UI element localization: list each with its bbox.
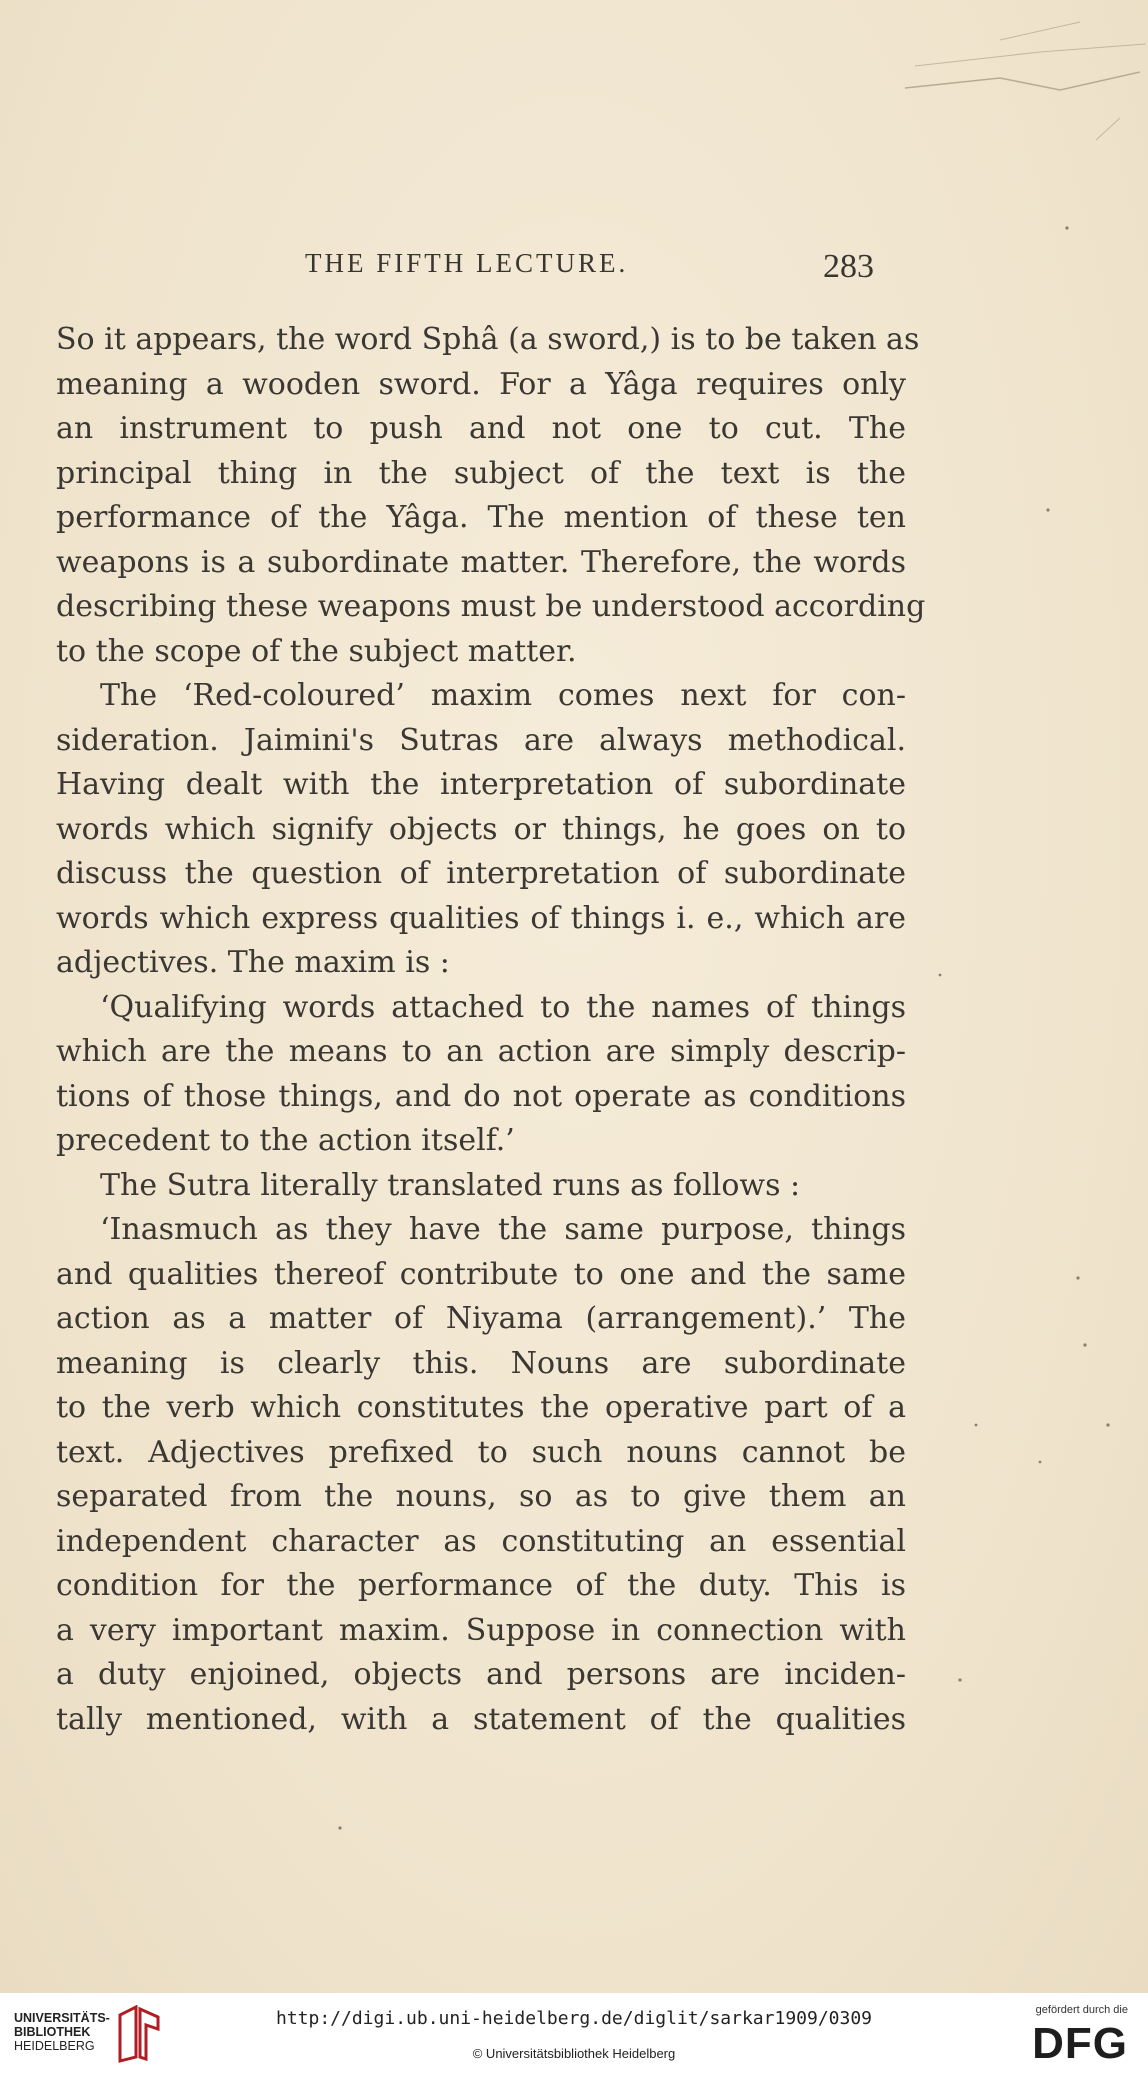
viewer-footer xyxy=(0,1993,1148,2076)
text-line: independent character as constituting an essential xyxy=(56,1523,906,1559)
text-line: separated from the nouns, so as to give them an xyxy=(56,1479,906,1514)
text-line: sideration. Jaimini's Sutras are always methodical. xyxy=(56,722,906,758)
text-line: and qualities thereof contribute to one and the same xyxy=(56,1256,906,1292)
text-line: ‘Inasmuch as they have the same purpose, things xyxy=(100,1212,906,1247)
page-number: 283 xyxy=(823,248,874,285)
body-text xyxy=(56,318,926,1742)
library-name-line: BIBLIOTHEK xyxy=(14,2025,91,2039)
text-line: describing these weapons must be understood according xyxy=(56,589,926,624)
text-line: So it appears, the word Sphâ (a sword,) is to be taken as xyxy=(56,322,920,357)
text-line: tally mentioned, with a statement of the qualities xyxy=(56,1701,906,1737)
text-line: Having dealt with the interpretation of subordinate xyxy=(56,767,906,802)
text-line: performance of the Yâga. The mention of these ten xyxy=(56,500,906,535)
text-line: words which signify objects or things, he goes on to xyxy=(56,811,906,847)
text-line: to the verb which constitutes the operative part of a xyxy=(56,1390,906,1425)
text-line: discuss the question of interpretation of subordinate xyxy=(56,856,906,891)
funding-note: gefördert durch die xyxy=(1035,2004,1128,2016)
text-line: principal thing in the subject of the text is the xyxy=(56,455,906,491)
permalink-url[interactable]: http://digi.ub.uni-heidelberg.de/diglit/sarkar1909/0309 xyxy=(275,2008,873,2029)
text-line: a very important maxim. Suppose in connection with xyxy=(56,1612,906,1648)
text-line: a duty enjoined, objects and persons are inciden- xyxy=(56,1657,906,1692)
text-line: The ‘Red-coloured’ maxim comes next for con- xyxy=(100,678,906,713)
text-line: action as a matter of Niyama (arrangement).’ The xyxy=(56,1301,906,1336)
text-line: text. Adjectives prefixed to such nouns cannot be xyxy=(56,1434,906,1470)
text-line: tions of those things, and do not operate as conditions xyxy=(56,1078,906,1114)
text-line: The Sutra literally translated runs as follows : xyxy=(100,1167,801,1203)
text-line: meaning a wooden sword. For a Yâga requires only xyxy=(56,366,906,402)
text-line: meaning is clearly this. Nouns are subordinate xyxy=(56,1345,906,1381)
copyright-notice: © Universitätsbibliothek Heidelberg xyxy=(472,2046,676,2061)
text-line: to the scope of the subject matter. xyxy=(56,633,577,669)
text-line: ‘Qualifying words attached to the names of things xyxy=(100,989,906,1025)
text-line: precedent to the action itself.’ xyxy=(56,1123,515,1158)
text-line: which are the means to an action are simply descrip- xyxy=(56,1034,906,1069)
library-name-line: UNIVERSITÄTS- xyxy=(14,2011,110,2025)
text-line: condition for the performance of the duty. This is xyxy=(56,1568,906,1603)
running-head: THE FIFTH LECTURE. xyxy=(305,248,629,278)
library-name-line: HEIDELBERG xyxy=(14,2039,95,2053)
text-line: an instrument to push and not one to cut. The xyxy=(56,411,906,446)
text-line: words which express qualities of things i. e., which are xyxy=(56,900,906,936)
dfg-logo[interactable]: DFG xyxy=(1032,2019,1128,2068)
text-line: weapons is a subordinate matter. Therefore, the words xyxy=(56,544,906,580)
text-line: adjectives. The maxim is : xyxy=(56,945,450,980)
